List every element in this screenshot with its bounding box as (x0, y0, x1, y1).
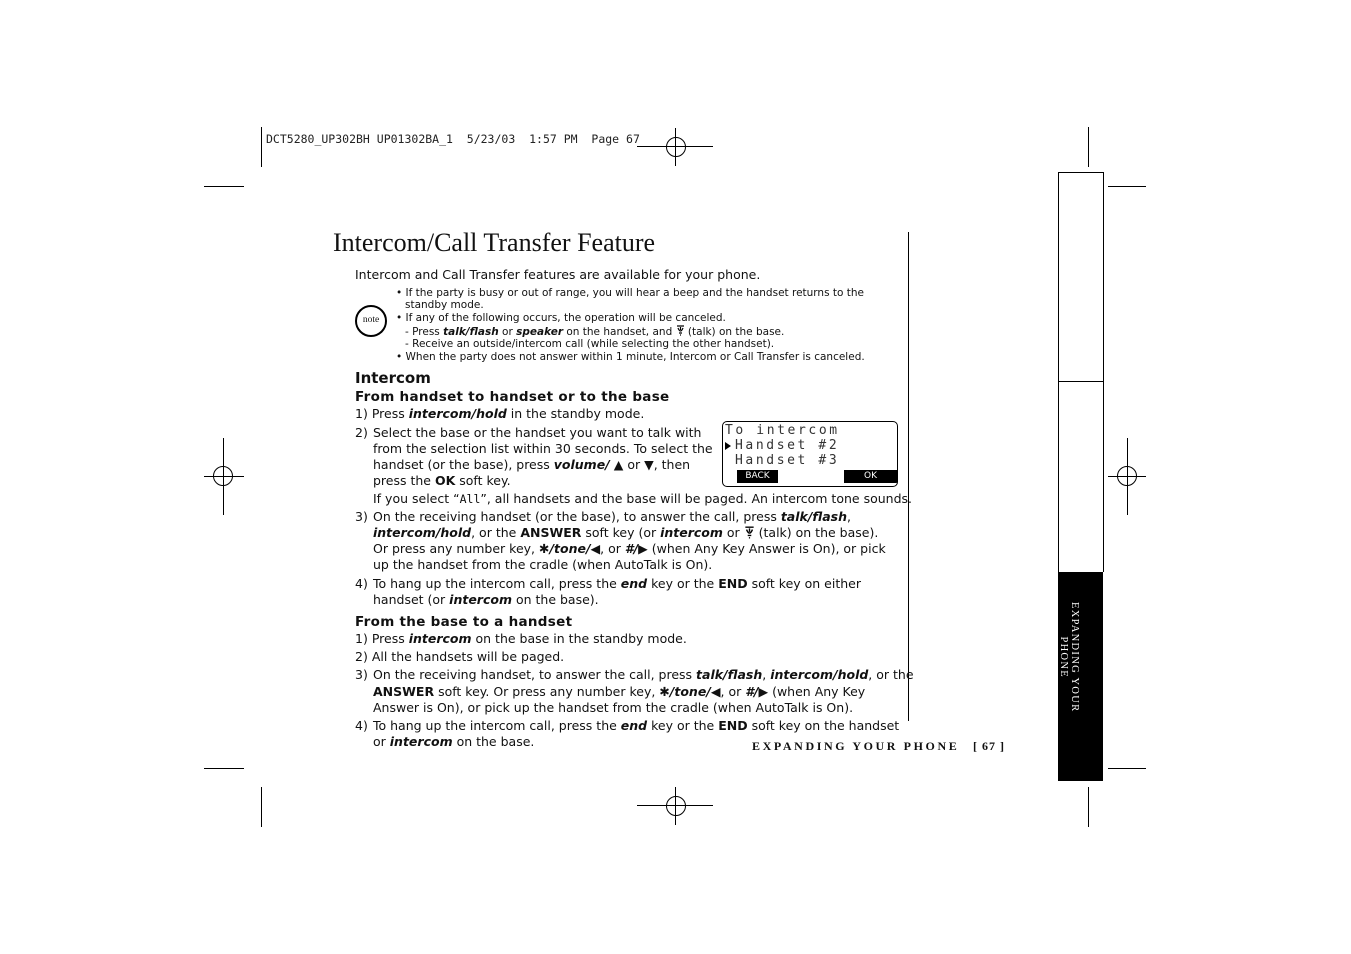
lcd-softkey-back: BACK (737, 470, 778, 483)
list-item-number: 4) (355, 718, 368, 733)
tab-divider (1058, 381, 1103, 382)
tab-border-left (1058, 172, 1059, 572)
lcd-line: Handset #2 (735, 438, 840, 453)
crop-mark (1088, 127, 1089, 167)
crop-mark (261, 787, 262, 827)
page-number: [ 67 ] (972, 739, 1005, 753)
page-footer (752, 739, 1005, 754)
list-item: On the receiving handset, to answer the call, press talk/flash, intercom/hold, or the (373, 667, 914, 682)
crop-mark (204, 186, 244, 187)
side-tab-active (1058, 572, 1103, 781)
page-title: Intercom/Call Transfer Feature (333, 228, 656, 257)
crop-mark (261, 127, 262, 167)
list-item: On the receiving handset (or the base), to answer the call, press talk/flash, (373, 509, 851, 524)
star-key-icon: ✱ (659, 684, 670, 699)
star-key-icon: ✱ (538, 541, 550, 556)
tab-border-right (1103, 172, 1104, 572)
subsection-heading: From handset to handset or to the base (355, 389, 670, 405)
list-item: from the selection list within 30 seconds. To select the (373, 441, 713, 456)
lcd-display (722, 421, 898, 487)
list-item-number: 4) (355, 576, 368, 591)
list-item: 1) Press intercom/hold in the standby mode. (355, 406, 645, 421)
lcd-line: To intercom (725, 423, 840, 438)
subsection-heading: From the base to a handset (355, 614, 573, 630)
list-item: handset (or intercom on the base). (373, 592, 599, 607)
list-item: or intercom on the base. (373, 734, 535, 749)
footer-section-name: EXPANDING YOUR PHONE (752, 739, 960, 753)
note-icon: note (355, 305, 387, 337)
lcd-softkey-ok: OK (844, 470, 897, 483)
crop-mark (1108, 768, 1146, 769)
crop-mark (1088, 787, 1089, 827)
list-item: To hang up the intercom call, press the end key or the END soft key on either (373, 576, 861, 591)
list-item: intercom/hold, or the ANSWER soft key (or intercom or (talk) on the base). (373, 525, 879, 540)
list-item-number: 3) (355, 509, 368, 524)
list-item: ANSWER soft key. Or press any number key, ✱/tone/◀, or #/▶ (when Any Key (373, 684, 866, 699)
note-bullet: • If any of the following occurs, the operation will be canceled. (396, 312, 726, 324)
note-sub-bullet: - Press talk/flash or speaker on the handset, and (talk) on the base. (405, 326, 785, 338)
note-bullet: • If the party is busy or out of range, you will hear a beep and the handset returns to the (396, 287, 865, 299)
list-item: Select the base or the handset you want to talk with (373, 425, 702, 440)
tab-border-top (1058, 172, 1103, 173)
list-item: handset (or the base), press volume/ ▲ or ▼, then (373, 457, 691, 472)
lcd-line: Handset #3 (735, 453, 840, 468)
note-bullet: • When the party does not answer within 1 minute, Intercom or Call Transfer is canceled. (396, 351, 865, 363)
column-divider (908, 232, 909, 721)
side-tab-text: EXPANDING YOUR (1069, 602, 1080, 713)
talk-icon (676, 325, 685, 336)
list-item: To hang up the intercom call, press the end key or the END soft key on the handset (373, 718, 900, 733)
list-item: 2) All the handsets will be paged. (355, 649, 565, 664)
crop-mark (1108, 186, 1146, 187)
selection-cursor-icon (725, 442, 731, 450)
list-item: If you select “All”, all handsets and the base will be paged. An intercom tone sounds. (373, 491, 912, 506)
list-item: Answer is On), or pick up the handset from the cradle (when AutoTalk is On). (373, 700, 854, 715)
crop-mark (204, 768, 244, 769)
list-item-number: 2) (355, 425, 368, 440)
intro-text: Intercom and Call Transfer features are available for your phone. (355, 267, 761, 282)
list-item: 1) Press intercom on the base in the standby mode. (355, 631, 687, 646)
note-bullet: standby mode. (405, 299, 484, 311)
list-item: up the handset from the cradle (when AutoTalk is On). (373, 557, 713, 572)
list-item: press the OK soft key. (373, 473, 511, 488)
list-item-number: 3) (355, 667, 368, 682)
talk-icon (744, 526, 755, 539)
print-header: DCT5280_UP302BH UP01302BA_1 5/23/03 1:57 PM Page 67 (266, 132, 640, 146)
section-heading: Intercom (355, 369, 431, 387)
note-sub-bullet: - Receive an outside/intercom call (while selecting the other handset). (405, 338, 775, 350)
side-tab-text: PHONE (1058, 636, 1069, 678)
list-item: Or press any number key, ✱/tone/◀, or #/▶ (when Any Key Answer is On), or pick (373, 541, 886, 556)
